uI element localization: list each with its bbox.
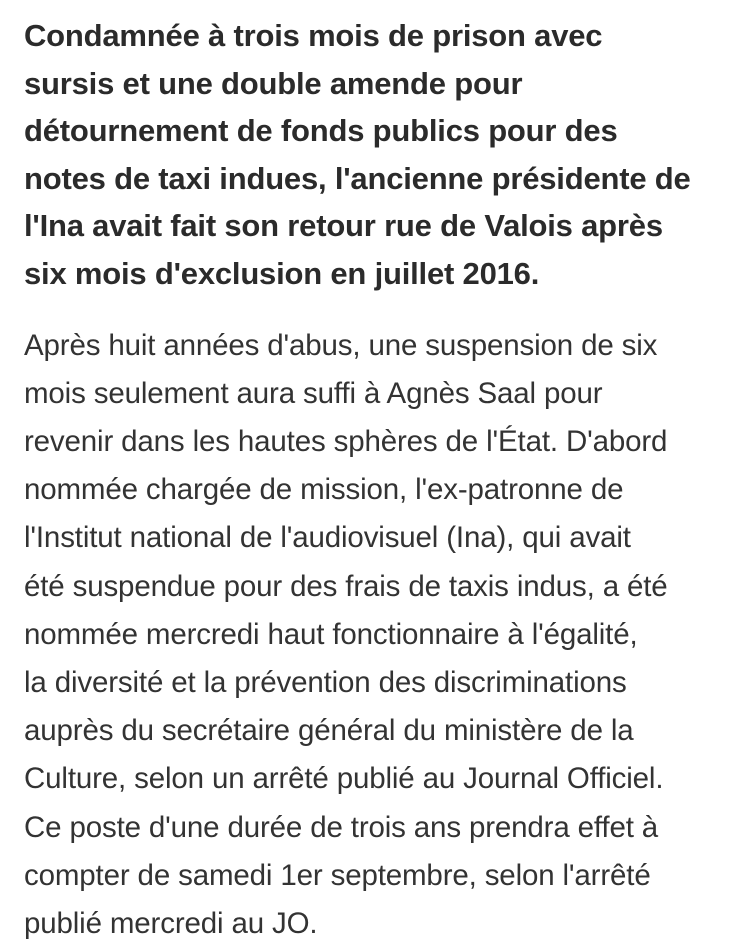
body-line: été suspendue pour des frais de taxis indus, a été xyxy=(24,569,668,603)
body-line: nommée chargée de mission, l'ex-patronne de xyxy=(24,473,624,507)
body-line: Ce poste d'une durée de trois ans prendra effet à xyxy=(24,810,659,844)
lede-line: sursis et une double amende pour xyxy=(24,65,523,101)
body-line: mois seulement aura suffi à Agnès Saal pour xyxy=(24,376,603,410)
article-body xyxy=(24,322,730,948)
body-line: Après huit années d'abus, une suspension de six xyxy=(24,328,658,362)
lede-line: notes de taxi indues, l'ancienne présidente de xyxy=(24,160,691,196)
body-line: nommée mercredi haut fonctionnaire à l'égalité, xyxy=(24,617,638,651)
body-line: publié mercredi au JO. xyxy=(24,907,318,940)
article xyxy=(24,12,730,948)
lede-line: Condamnée à trois mois de prison avec xyxy=(24,18,603,53)
lede-line: détournement de fonds publics pour des xyxy=(24,113,618,149)
body-line: Culture, selon un arrêté publié au Journal Officiel. xyxy=(24,762,664,796)
article-lede xyxy=(24,12,730,298)
lede-line: six mois d'exclusion en juillet 2016. xyxy=(24,255,540,291)
body-line: la diversité et la prévention des discriminations xyxy=(24,665,627,699)
lede-line: l'Ina avait fait son retour rue de Valois après xyxy=(24,208,663,244)
body-line: l'Institut national de l'audiovisuel (Ina), qui avait xyxy=(24,521,631,555)
body-line: compter de samedi 1er septembre, selon l'arrêté xyxy=(24,858,651,892)
body-line: revenir dans les hautes sphères de l'État. D'abord xyxy=(24,424,668,458)
body-line: auprès du secrétaire général du ministère de la xyxy=(24,714,634,748)
